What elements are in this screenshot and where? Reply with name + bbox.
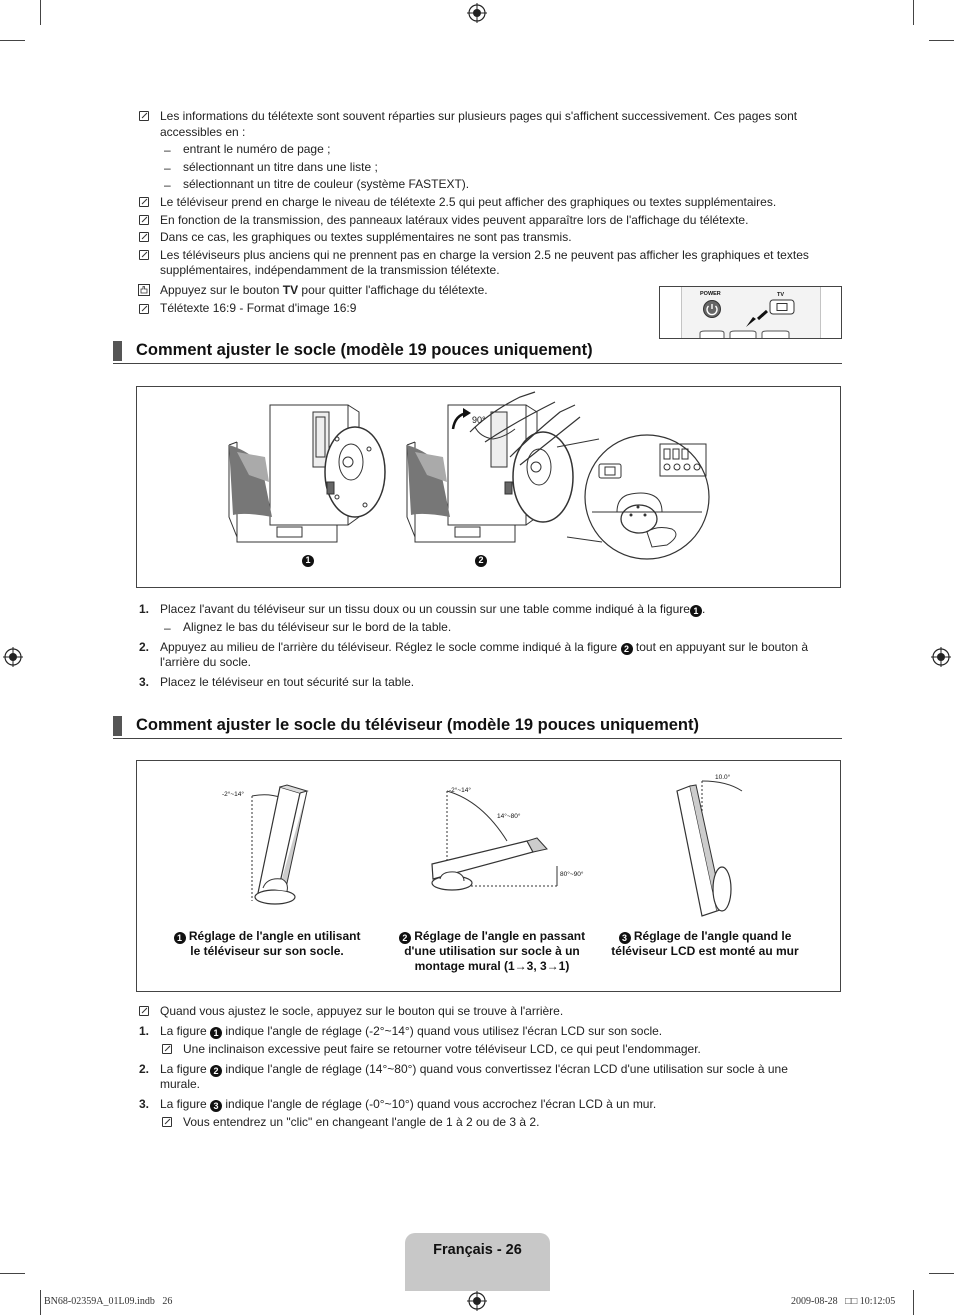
angle-label: 14°~80°	[497, 813, 521, 820]
note-icon	[139, 197, 149, 207]
page-number: Français - 26	[433, 1242, 522, 1258]
caption-line: Réglage de l'angle en passant	[410, 929, 586, 943]
step-text	[160, 1097, 656, 1112]
figure-ref-badge: 1	[690, 605, 702, 617]
registration-mark-icon	[467, 1291, 487, 1311]
caption-line: Réglage de l'angle en utilisant	[185, 929, 361, 943]
angle-figure-box	[136, 760, 841, 992]
step-text-part: indique l'angle de réglage (-2°~14°) quand vous utilisez l'écran LCD sur son socle.	[222, 1024, 663, 1038]
stand-assembly-illustration	[137, 387, 840, 587]
figure-ref-badge: 3	[619, 932, 631, 944]
step-text: murale.	[160, 1077, 201, 1091]
caption-line: montage mural (1→3, 3→1)	[414, 959, 570, 973]
figure-label-1: 1	[305, 555, 311, 565]
substep-text: Alignez le bas du téléviseur sur le bord de la table.	[183, 620, 452, 634]
step-text	[160, 1062, 788, 1077]
step-text: Placez le téléviseur en tout sécurité sur la table.	[160, 675, 415, 689]
figure-ref-badge: 1	[210, 1027, 222, 1039]
subnote-text: Une inclinaison excessive peut faire se retourner votre téléviseur LCD, ce qui peut l'endommager.	[183, 1042, 701, 1056]
tv-button-ref: TV	[282, 283, 299, 297]
figure-label-2: 2	[478, 555, 484, 565]
note-text: Quand vous ajustez le socle, appuyez sur le bouton qui se trouve à l'arrière.	[160, 1004, 564, 1018]
heading-rule	[113, 738, 842, 739]
section-heading: Comment ajuster le socle du téléviseur (modèle 19 pouces uniquement)	[136, 716, 699, 734]
subnote-text: Vous entendrez un "clic" en changeant l'angle de 1 à 2 ou de 3 à 2.	[183, 1115, 540, 1129]
note-text: supplémentaires, indépendamment de la transmission télétexte.	[160, 263, 500, 277]
crop-mark	[929, 40, 954, 41]
note-icon	[139, 232, 149, 242]
figure-ref-badge: 1	[174, 932, 186, 944]
crop-mark	[0, 40, 25, 41]
dash-marker: –	[164, 621, 171, 635]
caption-line: Réglage de l'angle quand le	[630, 929, 792, 943]
step-number: 2.	[139, 640, 150, 654]
step-text-part: Appuyez au milieu de l'arrière du téléviseur. Réglez le socle comme indiqué à la figure	[160, 640, 621, 654]
note-text: Les informations du télétexte sont souvent réparties sur plusieurs pages qui s'affichent successivement. Ces pages sont	[160, 109, 798, 123]
note-text: Télétexte 16:9 - Format d'image 16:9	[160, 301, 357, 315]
step-number: 1.	[139, 1024, 150, 1038]
step-number: 3.	[139, 675, 150, 689]
heading-rule	[113, 363, 842, 364]
crop-mark	[40, 1290, 41, 1315]
note-text-part: Appuyez sur le bouton	[160, 283, 283, 297]
heading-bar	[113, 716, 122, 736]
step-text-part: La figure	[160, 1024, 211, 1038]
note-icon	[139, 250, 149, 260]
crop-mark	[913, 1290, 914, 1315]
registration-mark-icon	[467, 3, 487, 23]
crop-mark	[0, 1273, 25, 1274]
step-text-part: La figure	[160, 1097, 211, 1111]
caption-line: d'une utilisation sur socle à un	[404, 944, 580, 958]
section-heading: Comment ajuster le socle (modèle 19 pouces uniquement)	[136, 341, 593, 359]
figure-ref-badge: 2	[621, 643, 633, 655]
dash-marker: –	[164, 143, 171, 157]
figure-ref-badge: 2	[399, 932, 411, 944]
step-text-part: La figure	[160, 1062, 211, 1076]
angle-label: 90°	[472, 415, 486, 425]
note-icon	[139, 304, 149, 314]
step-text-part: indique l'angle de réglage (-0°~10°) quand vous accrochez l'écran LCD à un mur.	[222, 1097, 657, 1111]
date-info: 2009-08-28 □□ 10:12:05	[791, 1296, 896, 1307]
note-icon	[139, 215, 149, 225]
hand-icon	[138, 284, 150, 296]
power-label: POWER	[700, 291, 721, 297]
remote-illustration	[659, 286, 842, 339]
note-text: accessibles en :	[160, 125, 246, 139]
caption-line: le téléviseur sur son socle.	[190, 944, 344, 958]
figure-caption-3	[600, 929, 810, 959]
step-text	[160, 1024, 662, 1039]
crop-mark	[913, 0, 914, 25]
note-text: Le téléviseur prend en charge le niveau de télétexte 2.5 qui peut afficher des graphiques ou textes supplémentaires.	[160, 195, 777, 209]
note-icon	[139, 111, 149, 121]
list-item: sélectionnant un titre de couleur (système FASTEXT).	[183, 177, 470, 191]
angle-label: 80°~90°	[560, 871, 584, 878]
figure-caption-2	[387, 929, 597, 974]
step-text	[160, 602, 705, 617]
note-icon	[139, 1006, 149, 1016]
step-number: 1.	[139, 602, 150, 616]
stand-figure-box	[136, 386, 841, 588]
note-text: En fonction de la transmission, des panneaux latéraux vides peuvent apparaître lors de l'affichage du télétexte.	[160, 213, 749, 227]
figure-ref-badge: 2	[210, 1065, 222, 1077]
note-icon	[162, 1044, 172, 1054]
step-text-part: .	[701, 602, 706, 616]
note-icon	[162, 1117, 172, 1127]
step-number: 2.	[139, 1062, 150, 1076]
note-text	[160, 283, 488, 298]
caption-line: téléviseur LCD est monté au mur	[611, 944, 799, 958]
step-text-part: Placez l'avant du téléviseur sur un tissu doux ou un coussin sur une table comme indiqué à la figure	[160, 602, 690, 616]
angle-label: -2°~14°	[449, 787, 472, 794]
crop-mark	[929, 1273, 954, 1274]
registration-mark-icon	[3, 647, 23, 667]
heading-bar	[113, 341, 122, 361]
file-info: BN68-02359A_01L09.indb 26	[44, 1296, 173, 1307]
tv-label: TV	[777, 292, 785, 298]
step-text-part: indique l'angle de réglage (14°~80°) quand vous convertissez l'écran LCD d'une utilisation sur socle à une	[222, 1062, 788, 1076]
dash-marker: –	[164, 178, 171, 192]
angle-label: 10.0°	[715, 774, 731, 781]
step-number: 3.	[139, 1097, 150, 1111]
registration-mark-icon	[931, 647, 951, 667]
note-text: Dans ce cas, les graphiques ou textes supplémentaires ne sont pas transmis.	[160, 230, 572, 244]
figure-ref-badge: 3	[210, 1100, 222, 1112]
dash-marker: –	[164, 161, 171, 175]
list-item: sélectionnant un titre dans une liste ;	[183, 160, 378, 174]
list-item: entrant le numéro de page ;	[183, 142, 331, 156]
step-text	[160, 640, 808, 655]
figure-caption-1	[162, 929, 372, 959]
crop-mark	[40, 0, 41, 25]
note-text-part: pour quitter l'affichage du télétexte.	[298, 283, 488, 297]
angle-label: -2°~14°	[222, 791, 245, 798]
note-text: Les téléviseurs plus anciens qui ne prennent pas en charge la version 2.5 ne peuvent pas afficher les graphiques et textes	[160, 248, 809, 262]
step-text: l'arrière du socle.	[160, 655, 251, 669]
step-text-part: tout en appuyant sur le bouton à	[632, 640, 809, 654]
